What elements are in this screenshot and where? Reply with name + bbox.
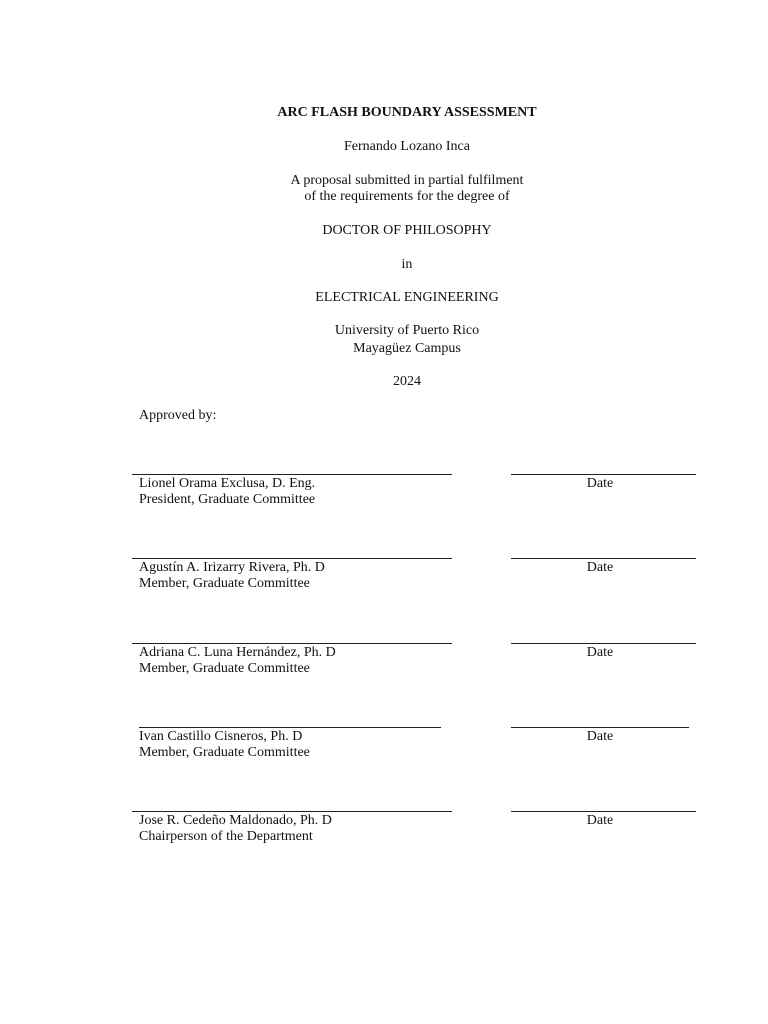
date-label: Date: [586, 729, 614, 744]
signature-line: [132, 643, 452, 644]
signature-line: [132, 811, 452, 812]
date-line: [511, 727, 689, 728]
signatory-name: Lionel Orama Exclusa, D. Eng.: [139, 476, 316, 491]
date-label: Date: [586, 645, 614, 660]
approved-by-label: Approved by:: [139, 408, 217, 423]
date-line: [511, 474, 696, 475]
proposal-statement-line2: of the requirements for the degree of: [304, 189, 510, 204]
campus: Mayagüez Campus: [353, 341, 461, 356]
date-line: [511, 558, 696, 559]
signatory-role: Member, Graduate Committee: [139, 745, 310, 760]
date-label: Date: [586, 813, 614, 828]
university: University of Puerto Rico: [334, 323, 480, 338]
signatory-role: Chairperson of the Department: [139, 829, 313, 844]
signatory-name: Ivan Castillo Cisneros, Ph. D: [139, 729, 303, 744]
signatory-name: Agustín A. Irizarry Rivera, Ph. D: [139, 560, 325, 575]
date-line: [511, 643, 696, 644]
signatory-role: Member, Graduate Committee: [139, 576, 310, 591]
signature-line: [139, 727, 441, 728]
field: ELECTRICAL ENGINEERING: [315, 290, 499, 305]
date-label: Date: [586, 560, 614, 575]
signature-line: [132, 474, 452, 475]
date-label: Date: [586, 476, 614, 491]
signatory-name: Adriana C. Luna Hernández, Ph. D: [139, 645, 336, 660]
proposal-statement-line1: A proposal submitted in partial fulfilment: [290, 173, 524, 188]
signatory-name: Jose R. Cedeño Maldonado, Ph. D: [139, 813, 332, 828]
signatory-role: Member, Graduate Committee: [139, 661, 310, 676]
signature-line: [132, 558, 452, 559]
degree: DOCTOR OF PHILOSOPHY: [322, 223, 492, 238]
signatory-role: President, Graduate Committee: [139, 492, 316, 507]
date-line: [511, 811, 696, 812]
in-text: in: [401, 257, 413, 272]
year: 2024: [393, 374, 421, 389]
author-name: Fernando Lozano Inca: [344, 139, 470, 154]
document-title: ARC FLASH BOUNDARY ASSESSMENT: [277, 105, 537, 120]
